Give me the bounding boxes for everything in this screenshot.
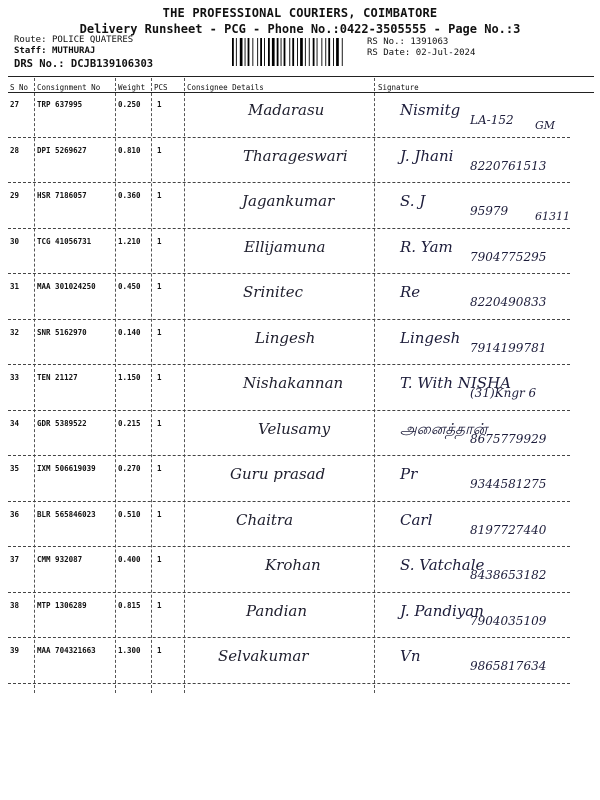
row-weight: 0.450 (118, 282, 141, 291)
row-sno: 37 (10, 555, 20, 564)
runsheet-subtitle: Delivery Runsheet - PCG - Phone No.:0422-3505555 - Page No.:3 (79, 22, 521, 36)
row-pcs: 1 (157, 236, 162, 246)
row-pcs: 1 (157, 191, 162, 200)
column-divider (151, 78, 152, 693)
row-pcs: 1 (157, 464, 162, 473)
column-divider (374, 78, 375, 693)
col-header-pcs: PCS (154, 83, 168, 92)
row-pcs: 1 (157, 418, 162, 428)
row-signature-phone: 9344581275 (470, 477, 547, 491)
row-weight: 0.250 (118, 100, 141, 109)
route-value: POLICE QUATERES (51, 35, 134, 45)
row-consignee-handwritten: Jagankumar (242, 192, 335, 210)
row-pcs: 1 (157, 509, 162, 519)
row-consignment-no: GDR 5389522 (37, 418, 87, 428)
row-pcs: 1 (157, 282, 162, 291)
row-signature-phone: 95979 (470, 204, 509, 218)
rs-date-line (367, 48, 475, 58)
row-weight: 0.810 (118, 145, 141, 155)
row-consignee-handwritten: Madarasu (248, 101, 325, 119)
row-separator (8, 501, 570, 502)
row-signature-phone: 8675779929 (470, 431, 547, 446)
row-consignee-handwritten: Pandian (246, 601, 308, 620)
row-weight: 0.815 (118, 600, 141, 610)
row-consignee-handwritten: Selvakumar (218, 647, 309, 665)
row-signature-phone: 8438653182 (470, 568, 547, 582)
row-signature: S. J (400, 192, 426, 210)
route-label: Route: (14, 35, 47, 45)
row-consignee-handwritten: Chaitra (236, 510, 294, 529)
rs-date-label: RS Date: (367, 48, 411, 58)
row-signature: R. Yam (400, 237, 453, 256)
row-sno: 35 (10, 464, 20, 473)
rs-no-line (367, 37, 448, 47)
row-separator (8, 137, 570, 138)
col-header-consignee: Consignee Details (187, 83, 264, 92)
row-weight: 0.400 (118, 555, 141, 564)
row-consignment-no: IXM 506619039 (37, 464, 96, 473)
row-sno: 29 (10, 191, 20, 200)
row-separator (8, 364, 570, 365)
row-weight: 1.300 (118, 646, 141, 655)
row-signature-phone: 8220490833 (470, 295, 547, 309)
col-header-sno: S No (10, 83, 29, 92)
row-separator (8, 683, 570, 684)
row-signature-phone: 8197727440 (470, 522, 547, 537)
row-pcs: 1 (157, 100, 162, 109)
row-signature-phone: 9865817634 (470, 659, 547, 673)
row-signature-phone: 7904775295 (470, 249, 547, 264)
row-signature-phone: 8220761513 (470, 158, 547, 173)
row-consignee-handwritten: Lingesh (255, 328, 316, 347)
row-sno: 39 (10, 646, 20, 655)
row-consignee-handwritten: Guru prasad (230, 465, 326, 483)
col-header-weight: Weight (118, 83, 146, 92)
row-signature: Vn (400, 647, 421, 665)
row-signature: Nismitg (400, 101, 461, 119)
row-consignment-no: TCG 41056731 (37, 236, 92, 246)
row-separator (8, 637, 570, 638)
row-weight: 0.360 (118, 191, 141, 200)
column-divider (184, 78, 185, 693)
row-sno: 30 (10, 236, 20, 246)
row-consignment-no: CMM 932087 (37, 555, 83, 564)
row-separator (8, 455, 570, 456)
row-consignee-handwritten: Tharageswari (243, 146, 348, 165)
row-pcs: 1 (157, 555, 162, 564)
row-separator (8, 228, 570, 229)
row-signature: அனைத்தான் (400, 419, 488, 438)
row-signature-extra: 61311 (535, 210, 570, 223)
row-pcs: 1 (157, 646, 162, 655)
rs-no-label: RS No.: (367, 37, 405, 47)
row-separator (8, 546, 570, 547)
barcode-image (232, 38, 357, 66)
drs-label: DRS No.: (14, 58, 65, 70)
rs-date-value: 02-Jul-2024 (415, 48, 476, 58)
row-consignment-no: MTP 1306289 (37, 600, 87, 610)
row-sno: 32 (10, 327, 20, 337)
row-signature: Lingesh (400, 328, 461, 347)
row-consignment-no: TEN 21127 (37, 373, 78, 382)
row-signature-extra: GM (535, 119, 556, 132)
row-weight: 1.210 (118, 236, 141, 246)
row-weight: 0.215 (118, 418, 141, 428)
row-signature: Carl (400, 510, 433, 529)
drs-value: DCJB139106303 (70, 58, 154, 70)
table-header-rule (8, 92, 594, 93)
row-pcs: 1 (157, 327, 162, 337)
row-consignment-no: BLR 565846023 (37, 509, 96, 519)
row-consignee-handwritten: Nishakannan (243, 374, 344, 392)
route-line (14, 35, 133, 45)
row-consignment-no: DPI 5269627 (37, 145, 87, 155)
row-separator (8, 182, 570, 183)
table-top-rule (8, 76, 594, 77)
row-pcs: 1 (157, 145, 162, 155)
row-sno: 36 (10, 509, 20, 519)
row-separator (8, 319, 570, 320)
row-weight: 0.510 (118, 509, 141, 519)
row-consignee-handwritten: Krohan (265, 556, 321, 574)
row-sno: 34 (10, 418, 20, 428)
row-weight: 1.150 (118, 373, 141, 382)
row-consignment-no: MAA 301024250 (37, 282, 96, 291)
row-sno: 38 (10, 600, 20, 610)
row-separator (8, 592, 570, 593)
row-signature: J. Jhani (400, 146, 454, 165)
row-weight: 0.270 (118, 464, 141, 473)
row-signature: Re (400, 283, 421, 301)
row-consignee-handwritten: Ellijamuna (244, 237, 326, 256)
row-sno: 28 (10, 145, 20, 155)
row-signature: S. Vatchale (400, 556, 485, 574)
row-consignee-handwritten: Srinitec (243, 283, 304, 301)
row-signature: Pr (400, 465, 418, 483)
runsheet-title: THE PROFESSIONAL COURIERS, COIMBATORE (162, 6, 438, 20)
row-signature-phone: LA-152 (470, 113, 514, 127)
row-signature-phone: (31)Kngr 6 (470, 386, 537, 400)
row-sno: 31 (10, 282, 20, 291)
row-pcs: 1 (157, 373, 162, 382)
row-signature: J. Pandiyan (400, 601, 484, 620)
row-signature-phone: 7904035109 (470, 613, 547, 628)
row-consignment-no: HSR 7186057 (37, 191, 87, 200)
row-signature-phone: 7914199781 (470, 340, 547, 355)
col-header-consignment: Consignment No (37, 83, 101, 92)
row-sno: 33 (10, 373, 20, 382)
row-separator (8, 273, 570, 274)
staff-value: MUTHURAJ (51, 46, 96, 56)
drs-line (14, 58, 153, 70)
rs-no-value: 1391063 (410, 37, 449, 47)
row-pcs: 1 (157, 600, 162, 610)
row-consignment-no: SNR 5162970 (37, 327, 87, 337)
row-consignee-handwritten: Velusamy (258, 419, 331, 438)
staff-line (14, 46, 95, 56)
column-divider (34, 78, 35, 693)
row-signature: T. With NISHA (400, 374, 511, 392)
row-separator (8, 410, 570, 411)
col-header-signature: Signature (378, 83, 419, 92)
column-divider (115, 78, 116, 693)
row-consignment-no: MAA 704321663 (37, 646, 96, 655)
staff-label: Staff: (14, 46, 47, 56)
row-consignment-no: TRP 637995 (37, 100, 83, 109)
row-sno: 27 (10, 100, 20, 109)
row-weight: 0.140 (118, 327, 141, 337)
